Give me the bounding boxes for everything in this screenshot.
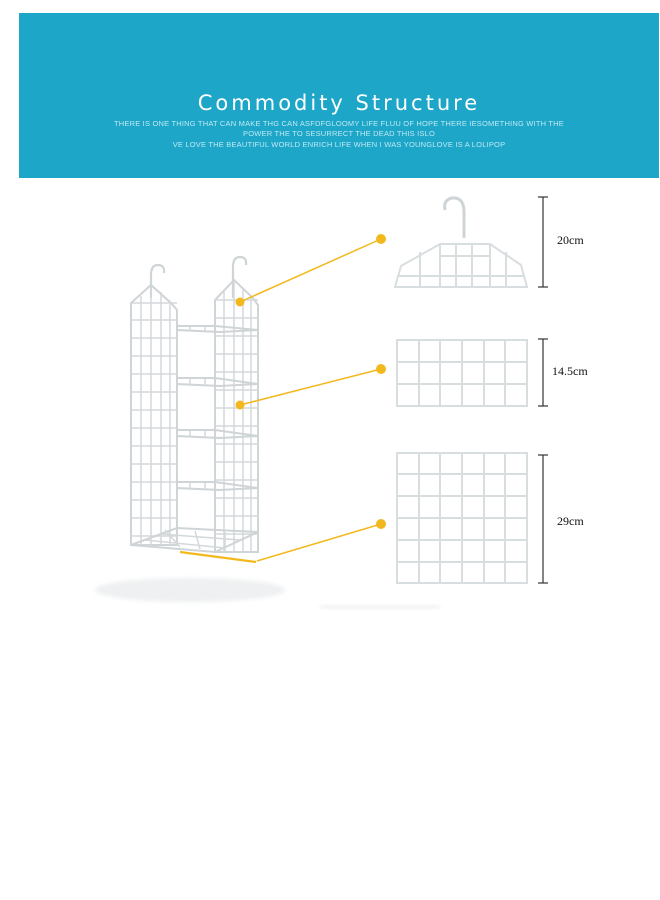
shelf-1 [177,326,258,332]
hanger-hook-icon [445,198,464,238]
callout-line-middle [240,369,381,405]
shelf-3 [177,430,258,438]
callout-baseline [180,552,256,562]
shelf-2 [177,378,258,386]
callout-line-bottom [257,524,381,561]
bottom-shelf [131,528,258,552]
callout-dot-bottom-panel [376,519,386,529]
callout-dot-organizer-middle [236,401,245,410]
shelf-4 [177,482,258,490]
left-hook-icon [151,265,164,298]
banner-title: Commodity Structure [197,91,481,115]
dimension-marker-20cm [538,197,548,287]
dimension-label-hanger: 20cm [557,233,584,247]
bottom-grid-panel [397,453,527,583]
right-hook-icon [233,257,246,298]
callout-line-top [240,239,381,302]
callouts [180,234,386,562]
dimension-markers [538,197,548,583]
dimension-marker-14-5cm [538,339,548,406]
banner-subtitle-line-2: POWER THE TO SESURRECT THE DEAD THIS ISLO [243,129,435,138]
organizer-shadow [95,578,285,602]
dimension-label-middle-panel: 14.5cm [552,364,588,378]
callout-dot-middle-panel [376,364,386,374]
callout-dot-organizer-top [236,298,245,307]
dimension-label-bottom-panel: 29cm [557,514,584,528]
callout-dot-hanger [376,234,386,244]
dimension-marker-29cm [538,455,548,583]
banner-subtitle-line-1: THERE IS ONE THING THAT CAN MAKE THG CAN ASFDFGLOOMY LIFE FLUU OF HOPE THERE IESOMETHING WITH THE [113,119,564,128]
hanger-top-panel [395,198,527,287]
middle-grid-panel [397,340,527,406]
right-side-panel [215,280,258,552]
left-side-panel [131,285,177,545]
banner-subtitle-line-3: VE LOVE THE BEAUTIFUL WORLD ENRICH LIFE WHEN I WAS YOUNGLOVE IS A LOLIPOP [172,140,506,149]
panel-shadow [320,605,440,609]
